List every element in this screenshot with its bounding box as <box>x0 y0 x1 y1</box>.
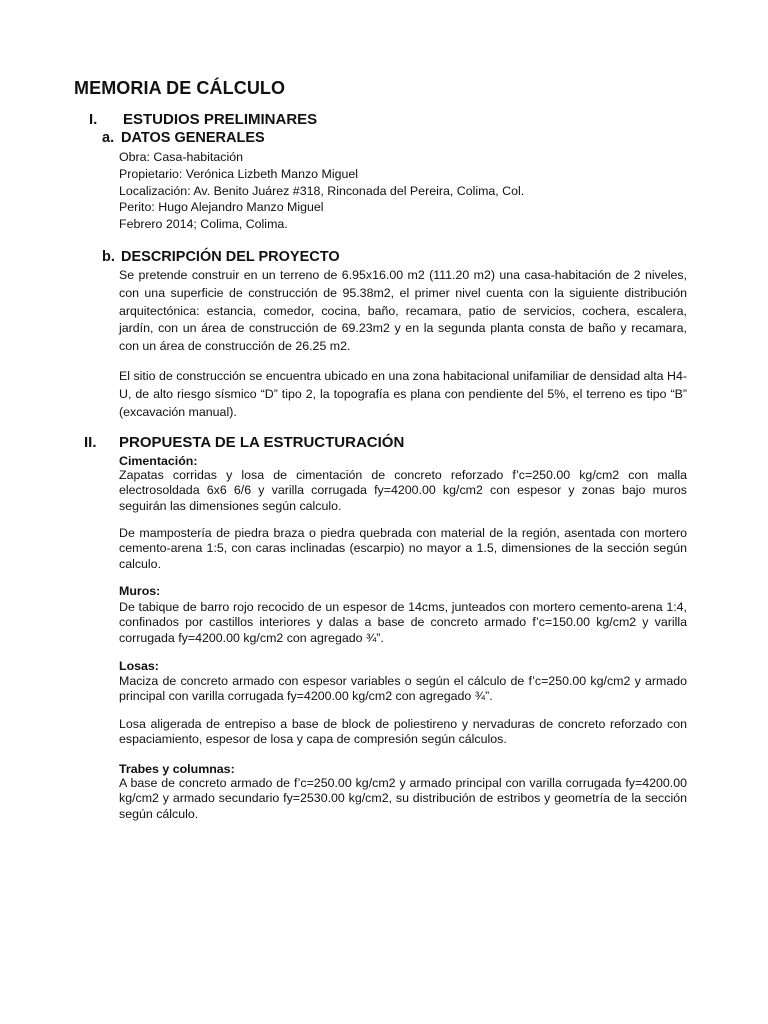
descripcion-paragraph-2: El sitio de construcción se encuentra ubicado en una zona habitacional unifamiliar de densidad alta H4-U, de alto riesgo sísmico “D” tipo 2, la topografía es plana con pendiente del 5%, el terreno es tipo “B” (excavación manual). <box>119 369 687 419</box>
cimentacion-paragraph-1: Zapatas corridas y losa de cimentación de concreto reforzado f’c=250.00 kg/cm2 con malla electrosoldada 6x6 6/6 y varilla corrugada fy=4200.00 kg/cm2 con espesor y zonas bajo muros seguirán las dimensiones según calculo. <box>119 468 687 513</box>
section-2-title: PROPUESTA DE LA ESTRUCTURACIÓN <box>119 434 405 451</box>
subsection-b-number: b. <box>102 249 115 265</box>
trabes-label: Trabes y columnas: <box>119 762 235 776</box>
descripcion-paragraph-1: Se pretende construir en un terreno de 6.95x16.00 m2 (111.20 m2) una casa-habitación de 2 niveles, con una superficie de construcción de 95.38m2, el primer nivel cuenta con la siguiente distribución arquitectónica: estancia, comedor, cocina, baño, recamara, patio de servicios, cochera, escalera, jardín, con un área de construcción de 69.23m2 y en la segunda planta consta de baño y recamara, con un área de construcción de 26.25 m2. <box>119 268 687 354</box>
section-2-number: II. <box>84 434 97 451</box>
datos-localizacion: Localización: Av. Benito Juárez #318, Rinconada del Pereira, Colima, Col. <box>119 183 525 198</box>
subsection-a-number: a. <box>102 130 115 146</box>
datos-perito: Perito: Hugo Alejandro Manzo Miguel <box>119 200 324 214</box>
section-1-title: ESTUDIOS PRELIMINARES <box>123 111 318 128</box>
datos-fecha: Febrero 2014; Colima, Colima. <box>119 217 288 231</box>
losas-paragraph-1: Maciza de concreto armado con espesor variables o según el cálculo de f’c=250.00 kg/cm2 y armado principal con varilla corrugada fy=4200.00 kg/cm2 con agregado ¾”. <box>119 674 687 704</box>
losas-label: Losas: <box>119 659 159 673</box>
cimentacion-paragraph-2: De mampostería de piedra braza o piedra quebrada con material de la región, asentada con mortero cemento-arena 1:5, con caras inclinadas (escarpio) no mayor a 1.5, dimensiones de la sección según calculo. <box>119 526 687 571</box>
trabes-paragraph: A base de concreto armado de f’c=250.00 kg/cm2 y armado principal con varilla corrugada fy=4200.00 kg/cm2 y armado secundario fy=2530.00 kg/cm2, su distribución de estribos y geometría de la sección según cálculo. <box>119 776 687 821</box>
subsection-b-title: DESCRIPCIÓN DEL PROYECTO <box>121 249 340 265</box>
losas-paragraph-2: Losa aligerada de entrepiso a base de block de poliestireno y nervaduras de concreto reforzado con espaciamiento, espesor de losa y capa de compresión según cálculos. <box>119 717 687 747</box>
cimentacion-label: Cimentación: <box>119 454 198 468</box>
document-title: MEMORIA DE CÁLCULO <box>74 78 286 98</box>
datos-obra: Obra: Casa-habitación <box>119 150 243 164</box>
datos-propietario: Propietario: Verónica Lizbeth Manzo Miguel <box>119 167 358 181</box>
muros-label: Muros: <box>119 584 161 598</box>
subsection-a-title: DATOS GENERALES <box>121 130 265 146</box>
section-1-number: I. <box>89 111 98 128</box>
muros-paragraph: De tabique de barro rojo recocido de un espesor de 14cms, junteados con mortero cemento-arena 1:4, confinados por castillos interiores y dalas a base de concreto armado f’c=150.00 kg/cm2 y varilla corrugada fy=4200.00 kg/cm2 con agregado ¾”. <box>119 600 687 645</box>
